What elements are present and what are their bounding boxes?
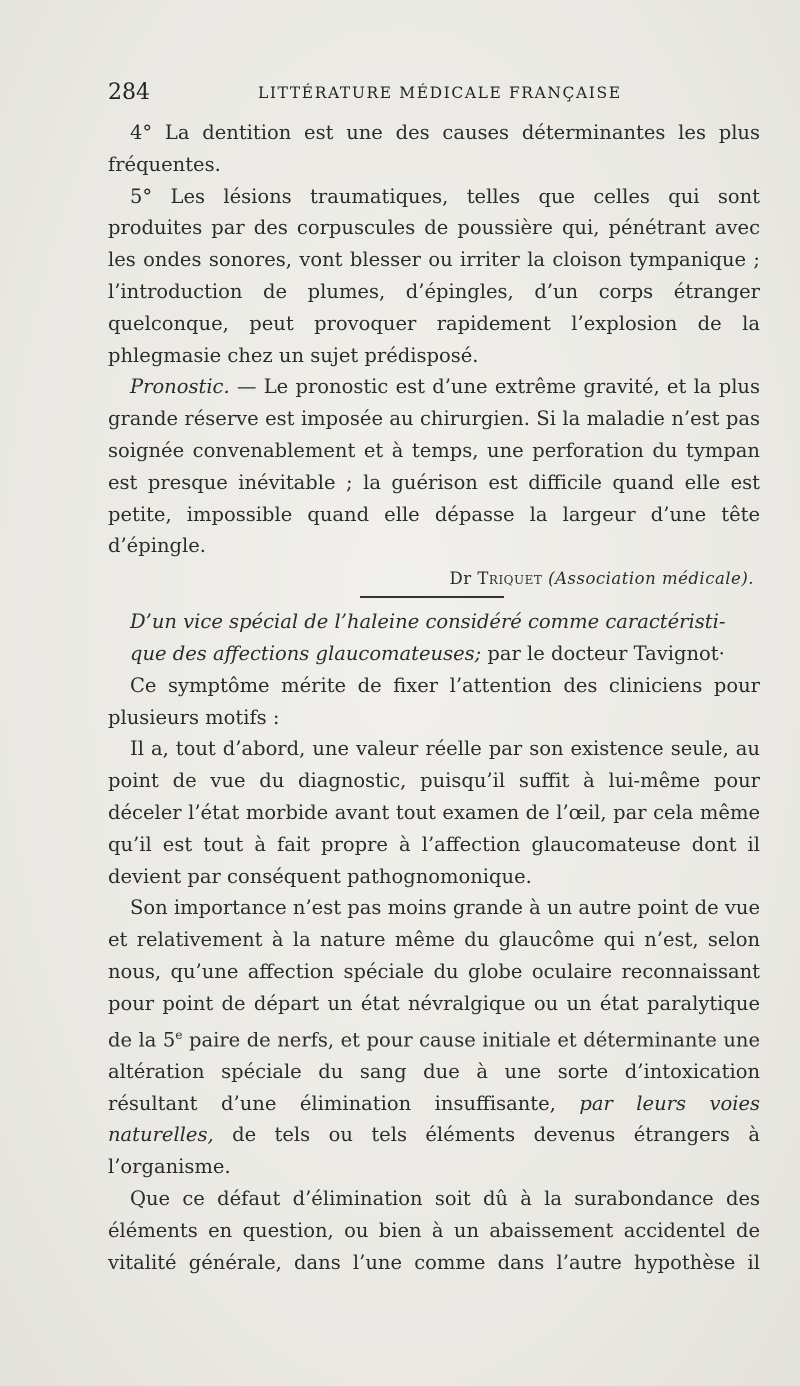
article-p3-start: Son importance n’est pas moins grande à un autre point de vue et relativement à la nature même du glaucôme qui n’est, selon nous, qu’une affection spéciale du globe oculaire reconnaissant pour point de départ un état névralgique ou un état paralytique de la 5 bbox=[108, 896, 760, 1052]
page-header bbox=[108, 80, 758, 110]
paragraph-prognostic bbox=[108, 371, 760, 562]
article-paragraph-4: Que ce défaut d’élimination soit dû à la surabondance des éléments en question, ou bien à un abaissement accidentel de vitalité générale, dans l’une comme dans l’autre hypothèse il bbox=[108, 1187, 760, 1274]
article-title-line1: D’un vice spécial de l’haleine considéré comme caractéristi- bbox=[130, 610, 726, 634]
prognostic-label: Pronostic. bbox=[130, 375, 230, 399]
prognostic-text: — Le pronostic est d’une extrême gravité, et la plus grande réserve est imposée au chirurgien. Si la maladie n’est pas soignée convenablement et à temps, une perforation du tympan est presque inévitable ; la guérison est difficile quand elle est petite, impossible quand elle dépasse la largeur d’une tête d’épingle. bbox=[108, 375, 760, 558]
section-divider bbox=[360, 596, 504, 598]
paragraph-cause-4: 4° La dentition est une des causes déterminantes les plus fréquentes. bbox=[108, 121, 760, 176]
article-p3-italic: par leurs voies naturelles, bbox=[108, 1091, 761, 1147]
article-paragraph-1: Ce symptôme mérite de fixer l’attention des cliniciens pour plusieurs motifs : bbox=[108, 673, 760, 729]
page-body bbox=[108, 117, 760, 1278]
article-paragraph-2: Il a, tout d’abord, une valeur réelle par son existence seule, au point de vue du diagnostic, puisqu’il suffit à lui-même pour déceler l’état morbide avant tout examen de l’œil, par cela même qu’il est tout à fait propre à l’affection glaucomateuse dont il devient par conséquent pathognomonique. bbox=[108, 737, 760, 888]
article-title-line2: que des affections glaucomateuses; bbox=[130, 641, 482, 665]
article-p3-mid: paire de nerfs, et pour cause initiale et déterminante une altération spéciale du sang due à une sorte d’intoxication résultant d’une élimination insuffisante, bbox=[108, 1028, 760, 1115]
article-title bbox=[108, 606, 760, 670]
signature-name: Triquet bbox=[477, 569, 543, 589]
article-p3-sup: e bbox=[175, 1027, 183, 1042]
article-author: par le docteur Tavignot· bbox=[481, 641, 725, 665]
article-paragraph-3 bbox=[108, 892, 760, 1183]
running-title: LITTÉRATURE MÉDICALE FRANÇAISE bbox=[258, 84, 622, 102]
signature bbox=[108, 564, 760, 594]
page-number: 284 bbox=[108, 80, 150, 105]
paragraph-cause-5: 5° Les lésions traumatiques, telles que celles qui sont produites par des corpuscules de poussière qui, pénétrant avec les ondes sonores, vont blesser ou irriter la cloison tympanique ; l’introduction de plumes, d’épingles, d’un corps étranger quelconque, peut provoquer rapidement l’explosion de la phlegmasie chez un sujet prédisposé. bbox=[108, 184, 760, 367]
signature-prefix: Dr bbox=[449, 569, 472, 589]
signature-source: (Association médicale). bbox=[548, 569, 754, 589]
article-p3-end: de tels ou tels éléments devenus étrangers à l’organisme. bbox=[108, 1123, 760, 1179]
